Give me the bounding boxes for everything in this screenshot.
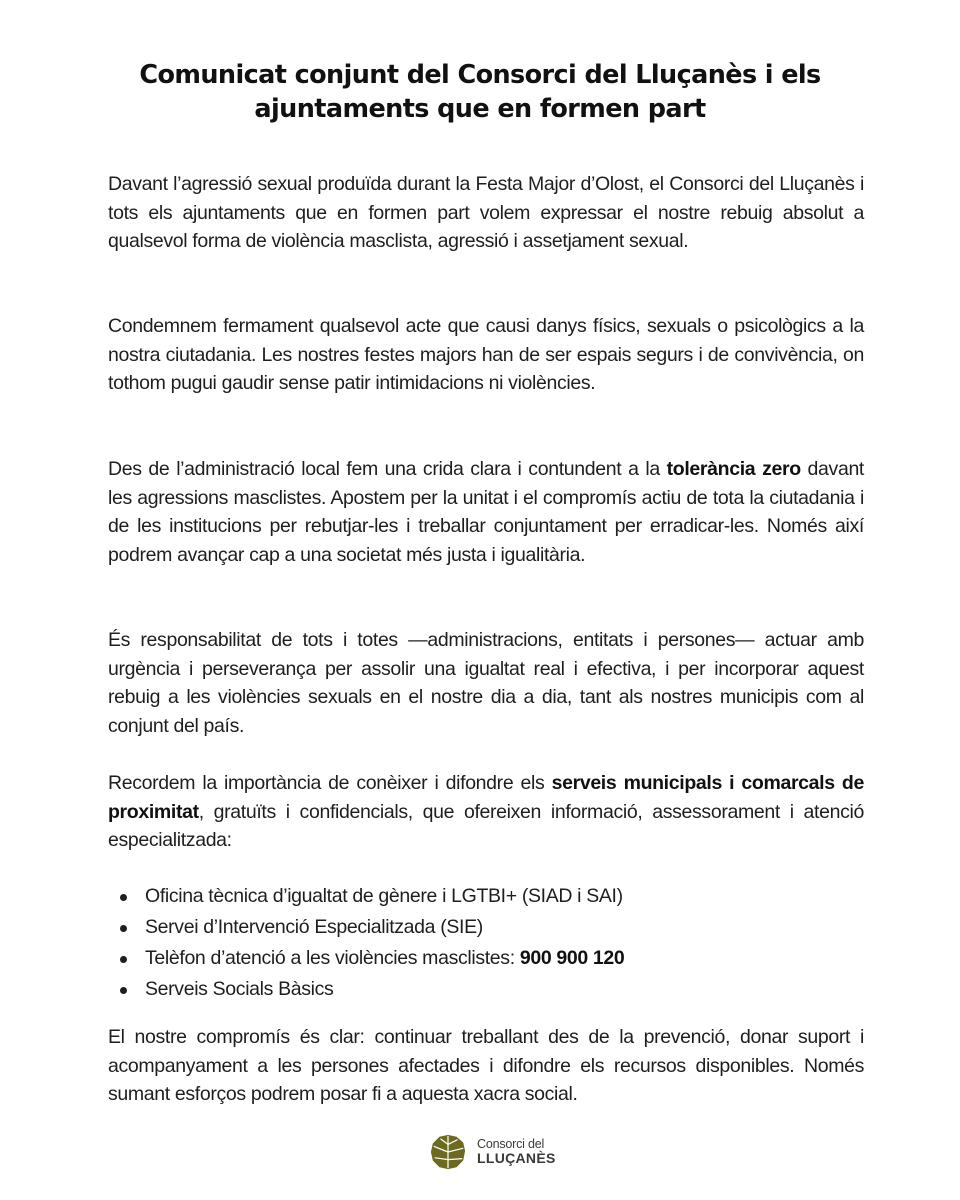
bullet-icon [120,894,127,901]
logo-text-line1: Consorci del [477,1137,545,1152]
text: Recordem la importància de conèixer i difondre els [108,772,552,794]
logo [429,1133,556,1171]
phone-number: 900 900 120 [519,947,625,969]
list-item [108,943,624,974]
list-item-text: Serveis Socials Bàsics [145,978,334,1000]
list-item-text: Servei d’Intervenció Especialitzada (SIE) [145,916,483,938]
emphasis-services: serveis municipals i comarcals de proximitat [108,772,864,823]
paragraph-condemn: Condemnem fermament qualsevol acte que causi danys físics, sexuals o psicològics a la nostra ciutadania. Les nostres festes majors han de ser espais segurs i de convivència, on tothom pugui gaudir sense patir intimidacions ni violències. [108,315,864,395]
paragraph-zero-tolerance [108,455,864,569]
paragraph-responsibility: És responsabilitat de tots i totes —administracions, entitats i persones— actuar amb urgència i perseverança per assolir una igualtat real i efectiva, i per incorporar aquest rebuig a les violències sexuals en el nostre dia a dia, tant als nostres municipis com al conjunt del país. [108,629,864,737]
bullet-icon [120,956,127,963]
paragraph-services-intro [108,769,864,855]
list-item-text: Oficina tècnica d’igualtat de gènere i LGTBI+ (SIAD i SAI) [145,885,623,907]
leaf-octagon-icon [429,1133,467,1171]
paragraph-commitment: El nostre compromís és clar: continuar treballant des de la prevenció, donar suport i acompanyament a les persones afectades i difondre els recursos disponibles. Només sumant esforços podrem posar fi a aquesta xacra social. [108,1026,864,1106]
text: davant les agressions masclistes. Apostem per la unitat i el compromís actiu de tota la ciutadania i de les institucions per rebutjar-les i treballar conjuntament per erradicar-les. Només així podrem avançar cap a una societat més justa i igualitària. [108,458,865,566]
list-item-text: Telèfon d’atenció a les violències masclistes: [145,947,520,969]
list-item [108,881,624,912]
bullet-icon [120,987,127,994]
text: , gratuïts i confidencials, que ofereixen informació, assessorament i atenció especialitzada: [108,800,864,852]
paragraph-intro: Davant l’agressió sexual produïda durant la Festa Major d’Olost, el Consorci del Lluçanès i tots els ajuntaments que en formen part volem expressar el nostre rebuig absolut a qualsevol forma de violència masclista, agressió i assetjament sexual. [108,173,864,253]
emphasis-zero-tolerance: tolerància zero [666,458,801,480]
bullet-icon [120,925,127,932]
logo-text-line2: LLUÇANÈS [477,1150,556,1167]
services-list [108,881,624,1005]
list-item [108,912,624,943]
list-item [108,974,624,1005]
page-title: Comunicat conjunt del Consorci del Lluçanès i els ajuntaments que en formen part [139,60,821,124]
text: Des de l’administració local fem una crida clara i contundent a la [108,458,667,480]
